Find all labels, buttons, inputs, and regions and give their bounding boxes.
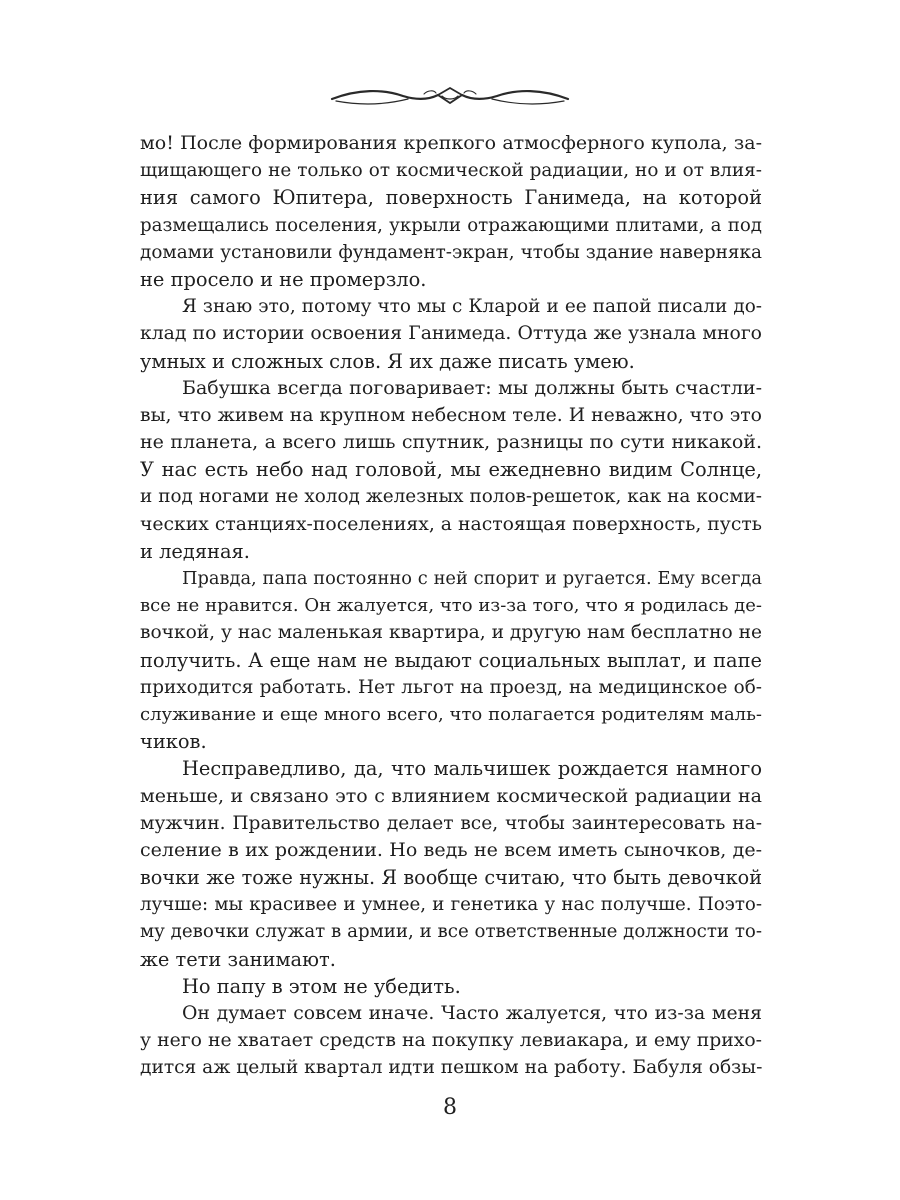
text-line: умных и сложных слов. Я их даже писать умею. xyxy=(140,349,635,373)
text-line: и под ногами не холод железных полов-решеток, как на косми- xyxy=(140,486,762,508)
text-line: Я знаю это, потому что мы с Кларой и ее папой писали до- xyxy=(182,296,762,318)
text-line: щищающего не только от космической радиации, но и от влия- xyxy=(140,160,762,182)
text-line: вочкой, у нас маленькая квартира, и другую нам бесплатно не xyxy=(140,622,762,644)
text-line: дится аж целый квартал идти пешком на работу. Бабуля обзы- xyxy=(140,1057,763,1079)
paragraph xyxy=(140,293,762,375)
paragraph xyxy=(140,565,762,755)
text-line: меньше, и связано это с влиянием космической радиации на xyxy=(140,784,762,807)
text-line: и ледяная. xyxy=(140,539,250,563)
text-line: Он думает совсем иначе. Часто жалуется, что из-за меня xyxy=(182,1003,762,1024)
paragraph xyxy=(140,1000,762,1082)
text-line: приходится работать. Нет льгот на проезд, на медицинское об- xyxy=(140,676,762,698)
text-line: Несправедливо, да, что мальчишек рождается намного xyxy=(182,757,762,781)
text-line: Но папу в этом не убедить. xyxy=(182,974,461,998)
text-line: размещались поселения, укрыли отражающими плитами, а под xyxy=(140,214,762,236)
paragraph xyxy=(140,130,762,293)
text-line: вочки же тоже нужны. Я вообще считаю, что быть девочкой xyxy=(140,866,762,890)
text-line: все не нравится. Он жалуется, что из-за того, что я родилась де- xyxy=(140,595,762,617)
page-number: 8 xyxy=(443,1095,457,1120)
text-line: ния самого Юпитера, поверхность Ганимеда, на которой xyxy=(140,186,762,210)
ornament-divider-icon xyxy=(328,84,572,110)
text-line: клад по истории освоения Ганимеда. Оттуда же узнала много xyxy=(140,323,762,345)
text-line: мо! После формирования крепкого атмосферного купола, за- xyxy=(140,132,762,154)
text-line: получить. А еще нам не выдают социальных выплат, и папе xyxy=(140,648,762,672)
text-line: не планета, а всего лишь спутник, разницы по сути никакой. xyxy=(140,431,762,454)
text-line: мужчин. Правительство делает все, чтобы заинтересовать на- xyxy=(140,812,762,834)
text-line: у него не хватает средств на покупку левиакара, и ему прихо- xyxy=(140,1030,762,1052)
text-line: Бабушка всегда поговаривает: мы должны быть счастли- xyxy=(182,376,762,399)
text-line: вы, что живем на крупном небесном теле. И неважно, что это xyxy=(140,404,762,426)
text-line: не просело и не промерзло. xyxy=(140,267,427,291)
body-text xyxy=(140,130,762,1082)
text-line: му девочки служат в армии, и все ответственные должности то- xyxy=(140,921,762,943)
paragraph xyxy=(140,973,762,1000)
text-line: лучше: мы красивее и умнее, и генетика у нас получше. Поэто- xyxy=(140,894,762,916)
text-line: служивание и еще много всего, что полагается родителям маль- xyxy=(140,703,762,725)
text-line: ческих станциях-поселениях, а настоящая поверхность, пусть xyxy=(140,513,762,535)
text-line: У нас есть небо над головой, мы ежедневно видим Солнце, xyxy=(140,458,762,482)
paragraph xyxy=(140,375,762,565)
text-line: же тети занимают. xyxy=(140,947,336,971)
text-line: Правда, папа постоянно с ней спорит и ругается. Ему всегда xyxy=(182,568,762,589)
paragraph xyxy=(140,755,762,973)
text-line: селение в их рождении. Но ведь не всем иметь сыночков, де- xyxy=(140,838,762,861)
text-line: чиков. xyxy=(140,730,207,754)
text-line: домами установили фундамент-экран, чтобы здание наверняка xyxy=(140,241,762,263)
